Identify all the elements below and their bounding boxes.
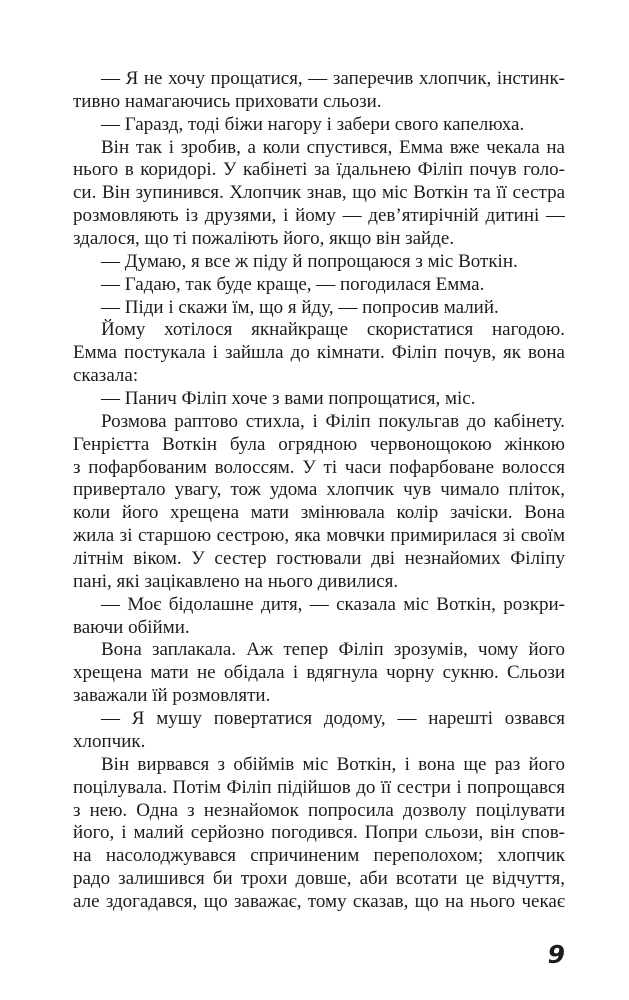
text-line — [73, 91, 565, 114]
text-line — [73, 479, 565, 502]
text-line-content: поцілувала. Потім Філіп підійшов до її сестри і попрощався — [73, 776, 565, 798]
text-line-content: привертало увагу, тож удома хлопчик чув чимало пліток, — [73, 479, 565, 501]
text-line-content: Він вирвався з обіймів міс Воткін, і вона ще раз його — [101, 753, 565, 775]
text-line — [73, 319, 565, 342]
text-line-content: ваючи обійми. — [73, 616, 190, 638]
text-line — [73, 662, 565, 685]
text-line-content: літнім віком. У сестер гостювали дві незнайомих Філіпу — [73, 548, 565, 570]
text-line — [73, 457, 565, 480]
text-line-content: Емма постукала і зайшла до кімнати. Філіп почув, як вона — [73, 342, 565, 364]
text-line — [73, 800, 565, 823]
page-text — [73, 68, 565, 914]
text-line — [73, 251, 565, 274]
text-line-content: радо залишився би трохи довше, аби всотати це відчуття, — [73, 868, 565, 890]
text-line-content: Розмова раптово стихла, і Філіп покульгав до кабінету. — [101, 410, 565, 432]
text-line-content: жила зі старшою сестрою, яка мовчки примирилася зі своїм — [73, 525, 565, 547]
text-line — [73, 502, 565, 525]
text-line — [73, 297, 565, 320]
text-line — [73, 274, 565, 297]
text-line — [73, 365, 565, 388]
text-line-content: — Гаразд, тоді біжи нагору і забери свого капелюха. — [101, 113, 525, 135]
text-line-content: сказала: — [73, 365, 139, 387]
text-line-content: тивно намагаючись приховати сльози. — [73, 90, 382, 112]
text-line — [73, 685, 565, 708]
text-line — [73, 754, 565, 777]
text-line-content: нього в коридорі. У кабінеті за їдальнею Філіп почув голо- — [73, 159, 565, 181]
text-line-content: — Панич Філіп хоче з вами попрощатися, міс. — [101, 388, 476, 410]
text-line-content: — Думаю, я все ж піду й попрощаюся з міс Воткін. — [101, 250, 518, 272]
text-line — [73, 822, 565, 845]
text-line — [73, 639, 565, 662]
text-line — [73, 159, 565, 182]
text-line-content: коли його хрещена мати змінювала колір зачіски. Вона — [73, 502, 565, 524]
text-line — [73, 182, 565, 205]
text-line-content: — Піди і скажи їм, що я йду, — попросив малий. — [101, 296, 499, 318]
text-line-content: розмовляють із друзями, і йому — дев’ятирічній дитині — — [73, 205, 565, 227]
text-line-content: хрещена мати не обідала і вдягнула чорну сукню. Сльози — [73, 662, 565, 684]
text-line — [73, 525, 565, 548]
text-line — [73, 342, 565, 365]
text-line-content: Вона заплакала. Аж тепер Філіп зрозумів, чому його — [101, 639, 565, 661]
text-line — [73, 731, 565, 754]
text-line — [73, 548, 565, 571]
text-line-content: але здогадався, що заважає, тому сказав, що на нього чекає — [73, 890, 565, 912]
text-line-content: — Моє бідолашне дитя, — сказала міс Воткін, розкри- — [101, 593, 565, 615]
text-line — [73, 708, 565, 731]
text-line — [73, 617, 565, 640]
text-line-content: пані, які зацікавлено на нього дивилися. — [73, 570, 399, 592]
text-line — [73, 594, 565, 617]
text-line-content: — Я мушу повертатися додому, — нарешті озвався — [101, 708, 565, 730]
text-line — [73, 388, 565, 411]
text-line-content: — Гадаю, так буде краще, — погодилася Емма. — [101, 273, 485, 295]
text-line — [73, 68, 565, 91]
text-line — [73, 868, 565, 891]
text-line — [73, 891, 565, 914]
text-line — [73, 228, 565, 251]
text-line — [73, 434, 565, 457]
text-line-content: Він так і зробив, а коли спустився, Емма вже чекала на — [101, 136, 565, 158]
text-line-content: здалося, що ті пожаліють його, якщо він зайде. — [73, 228, 455, 250]
text-line-content: Йому хотілося якнайкраще скористатися нагодою. — [101, 319, 565, 341]
text-line — [73, 137, 565, 160]
text-line — [73, 411, 565, 434]
text-line — [73, 777, 565, 800]
text-line-content: з пофарбованим волоссям. У ті часи пофарбоване волосся — [73, 456, 565, 478]
text-line-content: з нею. Одна з незнайомок попросила дозволу поцілувати — [73, 799, 565, 821]
text-line — [73, 571, 565, 594]
text-line-content: — Я не хочу прощатися, — заперечив хлопчик, інстинк- — [101, 68, 565, 89]
text-line — [73, 205, 565, 228]
page-number: 9 — [547, 940, 565, 969]
text-line-content: на насолоджувався спричиненим переполохом; хлопчик — [73, 845, 565, 867]
text-line-content: його, і малий серйозно погодився. Попри сльози, він спов- — [73, 822, 565, 844]
text-line-content: хлопчик. — [73, 730, 146, 752]
text-line-content: си. Він зупинився. Хлопчик знав, що міс Воткін та її сестра — [73, 182, 565, 204]
text-line-content: заважали їй розмовляти. — [73, 685, 271, 707]
text-line-content: Генрієтта Воткін була огрядною червонощокою жінкою — [73, 433, 565, 455]
text-line — [73, 845, 565, 868]
text-line — [73, 114, 565, 137]
